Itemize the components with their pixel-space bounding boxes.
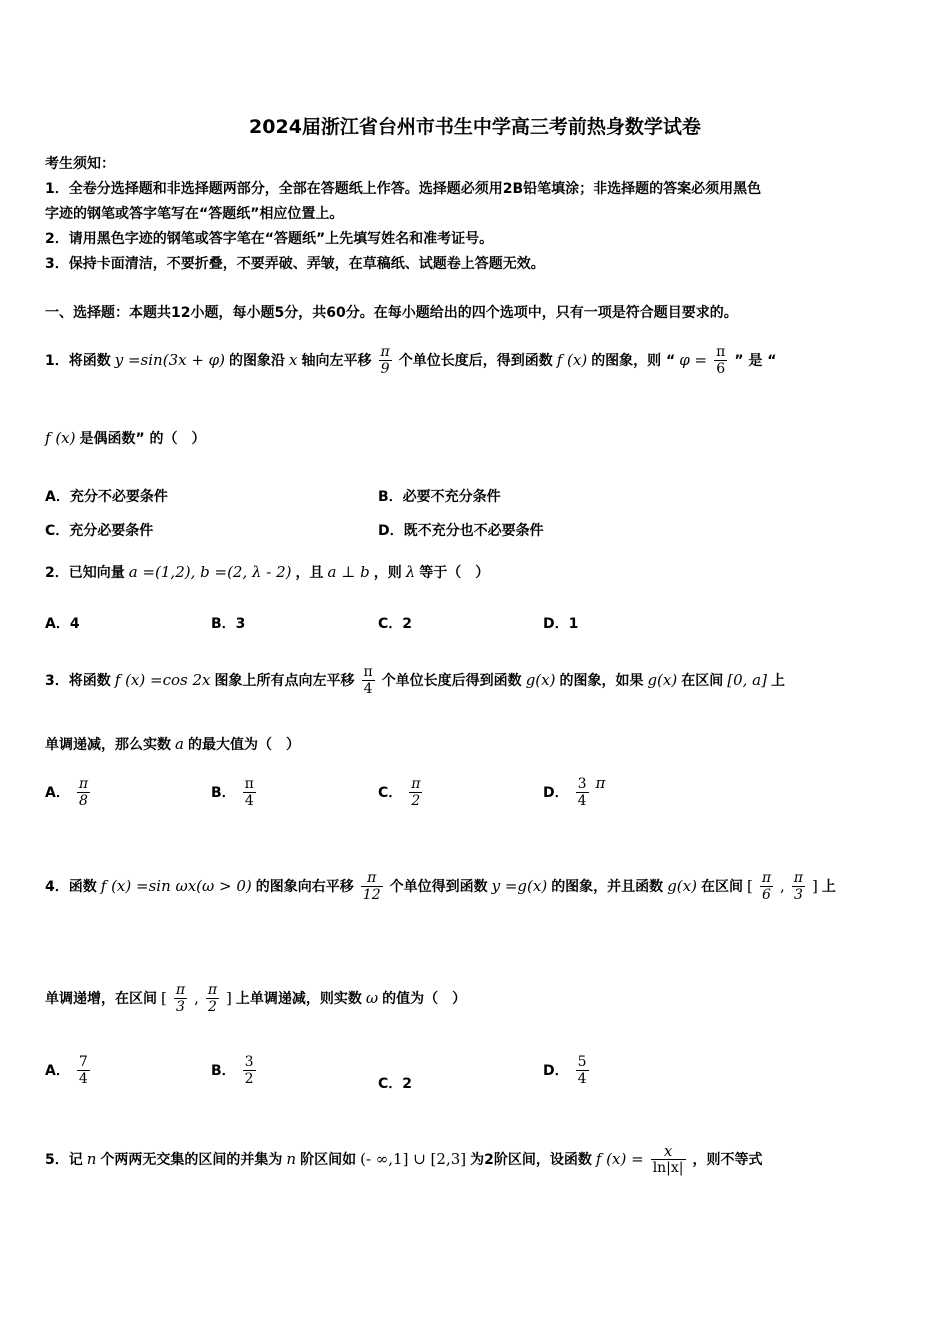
option-b[interactable]: B．3 <box>211 616 246 632</box>
question-4-line-1: 4．函数 f (x) =sin ωx(ω > 0) 的图象向右平移 $\frac{\pi}{12}$ 个单位得到函数 y =g(x) 的图象，并且函数 g(x) 在区间 [ $\frac{\pi}{6}$ , $\frac{\pi}{3}$ ] 上 <box>45 869 836 903</box>
option-b[interactable]: B．必要不充分条件 <box>378 489 501 505</box>
option-d[interactable]: D．既不充分也不必要条件 <box>378 523 544 539</box>
section-heading: 一、选择题：本题共12小题，每小题5分，共60分。在每小题给出的四个选项中，只有一项是符合题目要求的。 <box>45 305 738 321</box>
fraction: $\frac{x}{\ln|x|}$ <box>652 1141 684 1176</box>
option-a[interactable]: A． $\frac{\pi}{8}$ <box>45 775 89 809</box>
notice-item: 3．保持卡面清洁，不要折叠，不要弄破、弄皱，在草稿纸、试题卷上答题无效。 <box>45 256 545 272</box>
option-a[interactable]: A．充分不必要条件 <box>45 489 168 505</box>
option-a[interactable]: A．4 <box>45 616 80 632</box>
question-2: 2．已知向量 a =(1,2), b =(2, λ - 2) ，且 a ⊥ b ，则 λ 等于（ ） <box>45 563 490 581</box>
question-1-line-1: 1．将函数 y =sin(3x + φ) 的图象沿 x 轴向左平移 $\frac{\pi}{9}$ 个单位长度后，得到函数 f (x) 的图象，则 “ φ = $\frac{\pi}{6}$ ” 是 “ <box>45 343 777 377</box>
page-title: 2024届浙江省台州市书生中学高三考前热身数学试卷 <box>249 116 701 138</box>
fraction: $\frac{\pi}{6}$ <box>716 343 726 377</box>
option-b[interactable]: B． $\frac{\pi}{4}$ <box>211 775 254 809</box>
question-1-line-2: f (x) 是偶函数” 的（ ） <box>45 429 206 447</box>
fraction: $\frac{\pi}{4}$ <box>363 663 373 697</box>
notice-item: 字迹的钢笔或答字笔写在“答题纸”相应位置上。 <box>45 206 344 222</box>
option-d[interactable]: D． $\frac{3}{4}$ π <box>543 774 606 809</box>
fraction: $\frac{\pi}{9}$ <box>380 343 390 377</box>
fraction: $\frac{\pi}{12}$ <box>362 869 381 903</box>
option-c[interactable]: C． $\frac{\pi}{2}$ <box>378 775 421 809</box>
option-c[interactable]: C．2 <box>378 1076 413 1092</box>
question-4-line-2: 单调递增，在区间 [ $\frac{\pi}{3}$ , $\frac{\pi}{2}$ ] 上单调递减，则实数 ω 的值为（ ） <box>45 981 467 1015</box>
option-d[interactable]: D．1 <box>543 616 579 632</box>
question-3-line-1: 3．将函数 f (x) =cos 2x 图象上所有点向左平移 $\frac{\pi}{4}$ 个单位长度后得到函数 g(x) 的图象，如果 g(x) 在区间 [0, a] 上 <box>45 663 785 697</box>
option-a[interactable]: A． $\frac{7}{4}$ <box>45 1053 88 1087</box>
notice-item: 1．全卷分选择题和非选择题两部分，全部在答题纸上作答。选择题必须用2B铅笔填涂；非选择题的答案必须用黑色 <box>45 181 762 197</box>
option-c[interactable]: C．充分必要条件 <box>45 523 154 539</box>
question-3-line-2: 单调递减，那么实数 a 的最大值为（ ） <box>45 735 300 753</box>
option-c[interactable]: C．2 <box>378 616 413 632</box>
question-5: 5．记 n 个两两无交集的区间的并集为 n 阶区间如 (- ∞,1] ∪ [2,3] 为2阶区间，设函数 f (x) = $\frac{x}{\ln|x|}$ ，则不等式 <box>45 1141 763 1176</box>
option-d[interactable]: D． $\frac{5}{4}$ <box>543 1053 587 1087</box>
notice-heading: 考生须知： <box>45 156 115 172</box>
notice-item: 2．请用黑色字迹的钢笔或答字笔在“答题纸”上先填写姓名和准考证号。 <box>45 231 494 247</box>
option-b[interactable]: B． $\frac{3}{2}$ <box>211 1053 254 1087</box>
